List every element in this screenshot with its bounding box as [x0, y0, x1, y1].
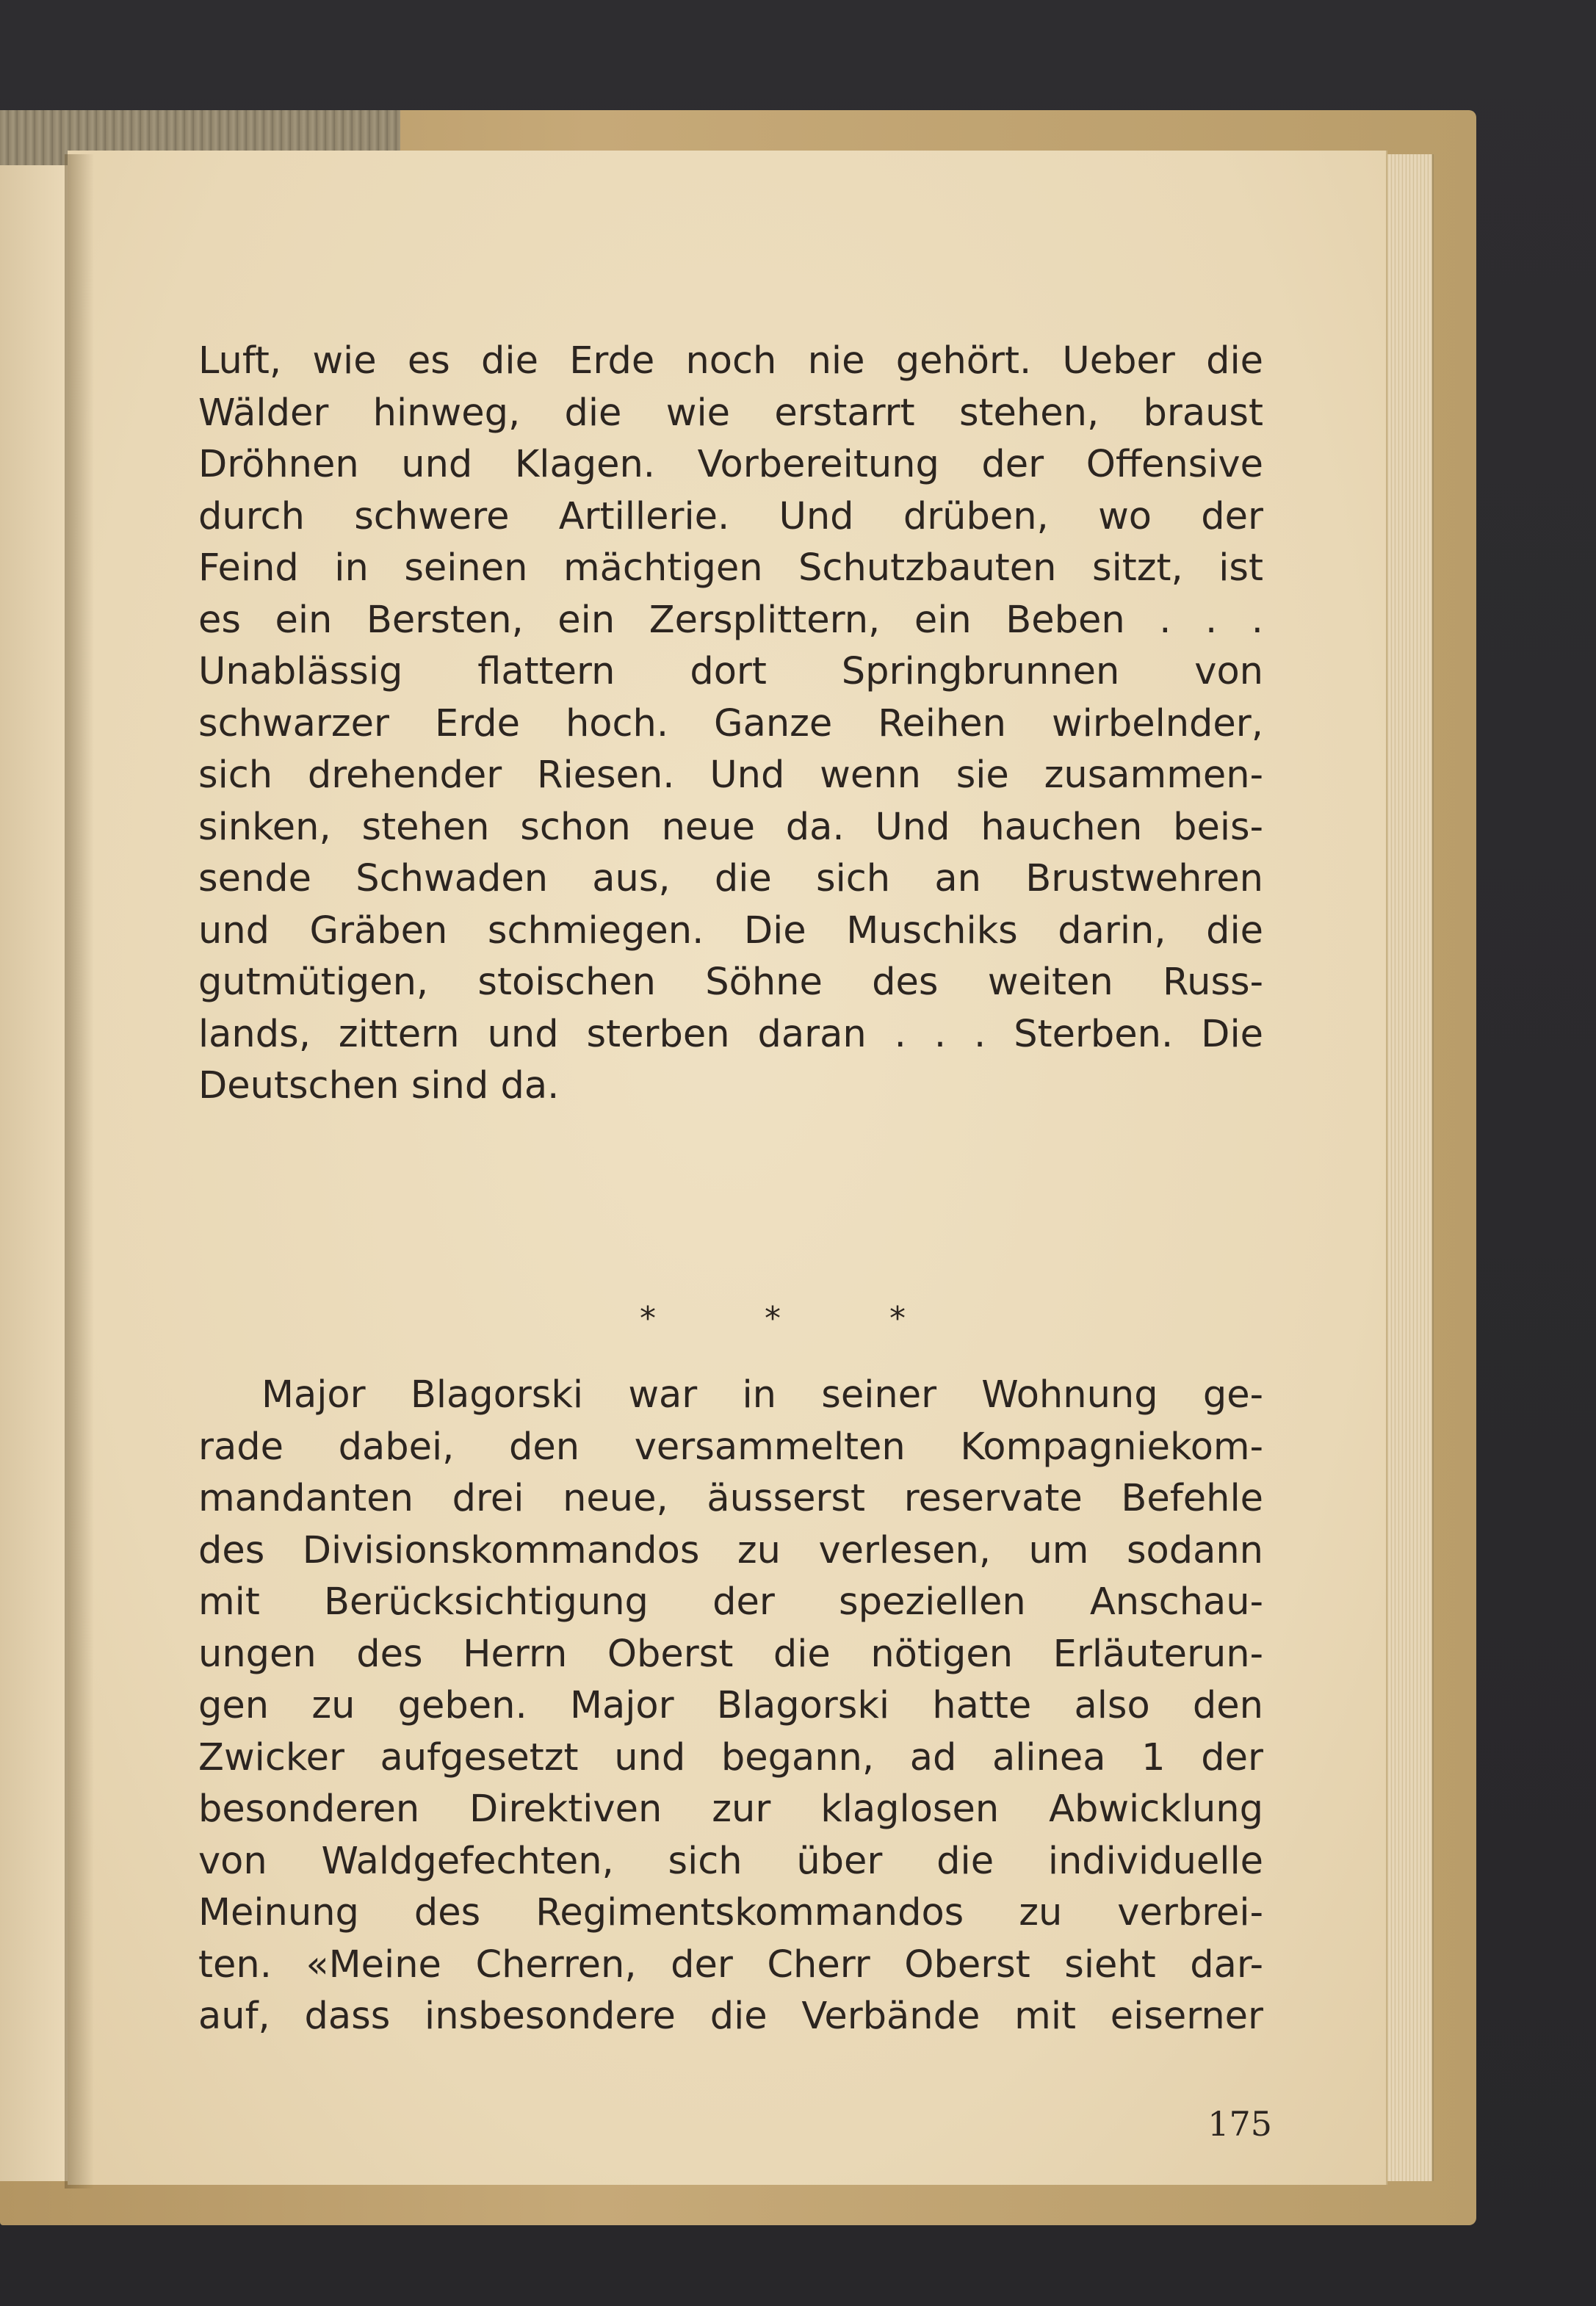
text-line: Luft, wie es die Erde noch nie gehört. Ueber die — [198, 339, 1263, 383]
text-line: schwarzer Erde hoch. Ganze Reihen wirbelnder, — [198, 701, 1263, 745]
text-line: und Gräben schmiegen. Die Muschiks darin, die — [198, 908, 1263, 953]
text-line: lands, zittern und sterben daran . . . Sterben. Die — [198, 1012, 1263, 1056]
text-line: es ein Bersten, ein Zersplittern, ein Beben . . . — [198, 598, 1263, 642]
text-line: mit Berücksichtigung der speziellen Anschau- — [198, 1580, 1263, 1624]
text-line: sinken, stehen schon neue da. Und hauchen beis- — [198, 805, 1263, 849]
paragraph-1 — [198, 336, 1263, 1113]
text-line: Major Blagorski war in seiner Wohnung ge- — [261, 1373, 1263, 1417]
text-line: Deutschen sind da. — [198, 1064, 560, 1107]
text-line: Zwicker aufgesetzt und begann, ad alinea 1 der — [198, 1735, 1263, 1779]
text-line: Unablässig flattern dort Springbrunnen von — [198, 650, 1263, 693]
text-line: besonderen Direktiven zur klaglosen Abwicklung — [198, 1788, 1263, 1831]
page-number: 175 — [1207, 2104, 1272, 2144]
text-line: rade dabei, den versammelten Kompagniekom- — [198, 1425, 1263, 1469]
text-line: des Divisionskommandos zu verlesen, um sodann — [198, 1528, 1263, 1572]
text-line: ten. «Meine Cherren, der Cherr Oberst sieht dar- — [198, 1942, 1263, 1987]
text-line: mandanten drei neue, äusserst reservate Befehle — [198, 1477, 1263, 1520]
text-line: sende Schwaden aus, die sich an Brustwehren — [198, 857, 1263, 900]
separator-asterisk: * — [889, 1300, 906, 1337]
text-line: auf, dass insbesondere die Verbände mit eiserner — [198, 1995, 1263, 2038]
text-line: ungen des Herrn Oberst die nötigen Erläuterun- — [198, 1632, 1263, 1676]
paragraph-2 — [198, 1370, 1263, 2043]
text-line: durch schwere Artillerie. Und drüben, wo der — [198, 494, 1263, 538]
text-line: sich drehender Riesen. Und wenn sie zusammen- — [198, 753, 1263, 797]
text-line: Feind in seinen mächtigen Schutzbauten sitzt, ist — [198, 546, 1263, 590]
text-line: Dröhnen und Klagen. Vorbereitung der Offensive — [198, 443, 1263, 486]
separator-asterisk: * — [765, 1300, 781, 1337]
separator-asterisk: * — [640, 1300, 656, 1337]
section-separator — [633, 1300, 912, 1337]
text-line: Wälder hinweg, die wie erstarrt stehen, braust — [198, 391, 1263, 435]
book-page — [68, 151, 1386, 2185]
text-line: von Waldgefechten, sich über die individuelle — [198, 1839, 1263, 1883]
text-line: gutmütigen, stoischen Söhne des weiten Russ- — [198, 961, 1263, 1004]
gutter-shadow — [65, 154, 94, 2188]
text-line: Meinung des Regimentskommandos zu verbrei- — [198, 1891, 1263, 1934]
text-line: gen zu geben. Major Blagorski hatte also den — [198, 1684, 1263, 1727]
previous-page-edge — [0, 165, 70, 2181]
